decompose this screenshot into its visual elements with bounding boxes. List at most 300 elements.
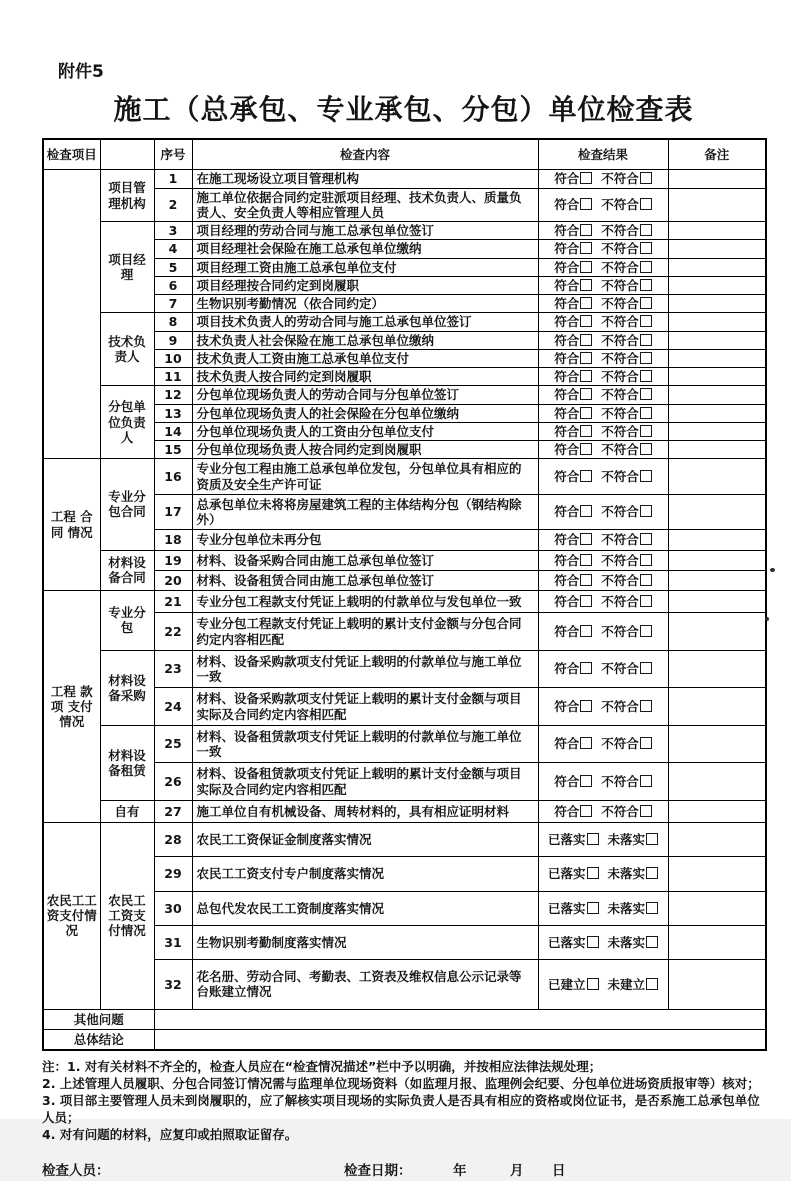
row-remark-cell[interactable] [668, 591, 766, 613]
inspection-table [42, 138, 767, 1051]
row-content-cell: 材料、设备采购款项支付凭证上载明的累计支付金额与项目实际及合同约定内容相匹配 [192, 688, 538, 726]
row-content-cell: 分包单位现场负责人的工资由分包单位支付 [192, 422, 538, 440]
checkbox[interactable] [646, 978, 658, 990]
result-option [601, 171, 652, 186]
checkbox[interactable] [640, 224, 652, 236]
checkbox[interactable] [580, 172, 592, 184]
note-line: 注：1. 对有关材料不齐全的，检查人员应在“检查情况描述”栏中予以明确，并按相应法律法规处理； [42, 1059, 602, 1074]
checkbox[interactable] [640, 700, 652, 712]
table-row [43, 459, 766, 495]
checkbox-label: 不符合 [601, 332, 639, 348]
row-remark-cell[interactable] [668, 349, 766, 367]
row-no-cell: 9 [154, 331, 192, 349]
table-row [43, 170, 766, 188]
checkbox-label: 已落实 [547, 900, 586, 916]
result-option [601, 351, 652, 366]
row-result-cell [538, 591, 668, 613]
checkbox-label: 不符合 [601, 698, 639, 714]
row-remark-cell[interactable] [668, 763, 766, 801]
result-option [601, 387, 652, 402]
checkbox-label: 不符合 [601, 277, 639, 293]
checkbox-label: 不符合 [601, 259, 639, 275]
result-option [608, 866, 659, 881]
row-remark-cell[interactable] [668, 368, 766, 386]
checkbox[interactable] [580, 443, 592, 455]
checkbox[interactable] [580, 352, 592, 364]
row-remark-cell[interactable] [668, 459, 766, 495]
checkbox[interactable] [640, 443, 652, 455]
row-remark-cell[interactable] [668, 891, 766, 925]
result-option [554, 774, 592, 789]
row-result-cell [538, 313, 668, 331]
row-no-cell: 12 [154, 386, 192, 404]
year-label: 年 [453, 1163, 467, 1179]
checkbox[interactable] [640, 297, 652, 309]
section-label-cell: 工程 合同 情况 [43, 459, 100, 591]
checkbox[interactable] [640, 775, 652, 787]
checkbox[interactable] [580, 595, 592, 607]
result-option [554, 241, 592, 256]
section-label-cell: 农民工工资支付情况 [43, 823, 100, 1010]
row-result-cell [538, 404, 668, 422]
row-result-cell [538, 441, 668, 459]
result-option [608, 977, 659, 992]
result-option [554, 532, 592, 547]
checkbox-label: 不符合 [601, 241, 639, 257]
row-result-cell [538, 650, 668, 688]
date-label: 检查日期： [344, 1163, 412, 1179]
row-no-cell: 31 [154, 925, 192, 959]
checkbox[interactable] [646, 833, 658, 845]
row-content-cell: 施工单位自有机械设备、周转材料的，具有相应证明材料 [192, 800, 538, 822]
checkbox[interactable] [580, 425, 592, 437]
row-content-cell: 专业分包工程款支付凭证上载明的付款单位与发包单位一致 [192, 591, 538, 613]
result-option [554, 369, 592, 384]
section-label-cell: 工程 款项 支付 情况 [43, 591, 100, 823]
checkbox[interactable] [580, 242, 592, 254]
checkbox-label: 已建立 [547, 976, 586, 992]
row-remark-cell[interactable] [668, 258, 766, 276]
bottom-value-cell[interactable] [154, 1009, 766, 1029]
result-option [554, 553, 592, 568]
checkbox[interactable] [640, 425, 652, 437]
result-option [601, 406, 652, 421]
checkbox[interactable] [640, 242, 652, 254]
checkbox-label: 不符合 [601, 773, 639, 789]
checkbox-label: 不符合 [601, 296, 639, 311]
result-option [601, 553, 652, 568]
row-no-cell: 17 [154, 494, 192, 530]
checkbox[interactable] [640, 470, 652, 482]
checkbox[interactable] [580, 407, 592, 419]
checkbox-label: 不符合 [601, 468, 639, 484]
checkbox[interactable] [640, 198, 652, 210]
subgroup-label-cell: 技术负责人 [100, 313, 154, 386]
result-option [554, 197, 592, 212]
result-option [554, 442, 592, 457]
row-result-cell [538, 459, 668, 495]
bottom-value-cell[interactable] [154, 1029, 766, 1050]
row-result-cell [538, 891, 668, 925]
row-result-cell [538, 570, 668, 590]
row-result-cell [538, 925, 668, 959]
checkbox[interactable] [580, 625, 592, 637]
subgroup-label-cell: 专业分包 [100, 591, 154, 651]
row-remark-cell[interactable] [668, 494, 766, 530]
checkbox-label: 符合 [554, 296, 580, 311]
checkbox[interactable] [640, 315, 652, 327]
row-content-cell: 农民工工资支付专户制度落实情况 [192, 857, 538, 891]
checkbox[interactable] [640, 352, 652, 364]
row-remark-cell[interactable] [668, 170, 766, 188]
checkbox-label: 符合 [554, 387, 580, 403]
checkbox[interactable] [640, 172, 652, 184]
checkbox[interactable] [580, 370, 592, 382]
checkbox-label: 符合 [554, 405, 580, 421]
signature-line [42, 1159, 765, 1181]
checkbox-label: 不符合 [601, 369, 639, 384]
checkbox-label: 符合 [554, 197, 580, 213]
checkbox[interactable] [580, 224, 592, 236]
checkbox-label: 符合 [554, 504, 580, 520]
result-option [554, 406, 592, 421]
row-remark-cell[interactable] [668, 857, 766, 891]
checkbox[interactable] [580, 261, 592, 273]
row-remark-cell[interactable] [668, 530, 766, 550]
row-remark-cell[interactable] [668, 422, 766, 440]
row-result-cell [538, 258, 668, 276]
row-remark-cell[interactable] [668, 188, 766, 222]
row-remark-cell[interactable] [668, 276, 766, 294]
row-result-cell [538, 823, 668, 857]
row-no-cell: 15 [154, 441, 192, 459]
checkbox[interactable] [640, 407, 652, 419]
checkbox-label: 未落实 [607, 866, 646, 882]
checkbox[interactable] [640, 388, 652, 400]
subgroup-label-cell: 材料设备租赁 [100, 725, 154, 800]
row-result-cell [538, 613, 668, 651]
checkbox-label: 不符合 [601, 405, 639, 421]
result-option [601, 774, 652, 789]
row-content-cell: 技术负责人工资由施工总承包单位支付 [192, 349, 538, 367]
result-option [554, 351, 592, 366]
checkbox[interactable] [640, 595, 652, 607]
row-result-cell [538, 276, 668, 294]
scan-speck [770, 568, 775, 572]
row-no-cell: 11 [154, 368, 192, 386]
checkbox-label: 未落实 [607, 832, 646, 847]
row-result-cell [538, 688, 668, 726]
checkbox[interactable] [640, 334, 652, 346]
row-remark-cell[interactable] [668, 613, 766, 651]
checkbox-label: 不符合 [601, 197, 639, 213]
checkbox-label: 不符合 [601, 623, 639, 639]
row-content-cell: 项目经理的劳动合同与施工总承包单位签订 [192, 222, 538, 240]
result-option [554, 804, 592, 819]
row-result-cell [538, 494, 668, 530]
col-header-remark: 备注 [668, 139, 766, 170]
result-option [601, 241, 652, 256]
checkbox[interactable] [640, 805, 652, 817]
result-option [601, 278, 652, 293]
result-option [554, 469, 592, 484]
checkbox[interactable] [580, 805, 592, 817]
row-remark-cell[interactable] [668, 960, 766, 1010]
result-option [601, 223, 652, 238]
row-remark-cell[interactable] [668, 650, 766, 688]
checkbox[interactable] [580, 574, 592, 586]
checkbox-label: 不符合 [601, 171, 639, 187]
row-no-cell: 7 [154, 295, 192, 313]
row-content-cell: 材料、设备采购合同由施工总承包单位签订 [192, 550, 538, 570]
row-no-cell: 3 [154, 222, 192, 240]
checkbox[interactable] [646, 867, 658, 879]
row-remark-cell[interactable] [668, 550, 766, 570]
row-remark-cell[interactable] [668, 725, 766, 763]
checkbox-label: 符合 [554, 259, 580, 275]
checkbox-label: 不符合 [601, 803, 639, 819]
checkbox[interactable] [646, 902, 658, 914]
row-result-cell [538, 530, 668, 550]
checkbox-label: 符合 [554, 773, 580, 789]
result-option [554, 333, 592, 348]
note-line: 2. 上述管理人员履职、分包合同签订情况需与监理单位现场资料（如监理月报、监理例会纪要、分包单位进场资质报审等）核对； [42, 1076, 760, 1091]
row-content-cell: 专业分包工程款支付凭证上载明的累计支付金额与分包合同约定内容相匹配 [192, 613, 538, 651]
checkbox-label: 不符合 [601, 504, 639, 520]
row-no-cell: 6 [154, 276, 192, 294]
month-label: 月 [510, 1163, 524, 1179]
checkbox-label: 不符合 [601, 661, 639, 677]
result-option [548, 832, 599, 847]
checkbox-label: 符合 [554, 468, 580, 484]
result-option [608, 935, 659, 950]
bottom-label-cell: 其他问题 [43, 1009, 154, 1029]
checkbox[interactable] [640, 533, 652, 545]
checkbox-label: 不符合 [601, 223, 639, 238]
checkbox-label: 已落实 [547, 866, 586, 882]
row-remark-cell[interactable] [668, 222, 766, 240]
row-content-cell: 技术负责人社会保险在施工总承包单位缴纳 [192, 331, 538, 349]
row-result-cell [538, 422, 668, 440]
row-no-cell: 23 [154, 650, 192, 688]
table-header-row [43, 139, 766, 170]
checkbox[interactable] [580, 198, 592, 210]
row-result-cell [538, 857, 668, 891]
checkbox[interactable] [580, 775, 592, 787]
row-no-cell: 10 [154, 349, 192, 367]
checkbox[interactable] [580, 533, 592, 545]
result-option [601, 469, 652, 484]
row-result-cell [538, 386, 668, 404]
checkbox[interactable] [640, 625, 652, 637]
checkbox-label: 不符合 [601, 532, 639, 548]
checkbox[interactable] [640, 261, 652, 273]
row-remark-cell[interactable] [668, 295, 766, 313]
checkbox-label: 不符合 [601, 314, 639, 330]
row-content-cell: 材料、设备租赁款项支付凭证上载明的付款单位与施工单位一致 [192, 725, 538, 763]
checkbox-label: 符合 [554, 661, 580, 677]
attachment-label: 附件5 [58, 62, 104, 82]
row-remark-cell[interactable] [668, 823, 766, 857]
checkbox[interactable] [580, 297, 592, 309]
row-content-cell: 农民工工资保证金制度落实情况 [192, 823, 538, 857]
checkbox[interactable] [580, 279, 592, 291]
bottom-row [43, 1009, 766, 1029]
result-option [601, 699, 652, 714]
checkbox-label: 符合 [554, 332, 580, 348]
col-header-content: 检查内容 [192, 139, 538, 170]
result-option [554, 296, 592, 311]
checkbox-label: 符合 [554, 241, 580, 257]
day-label: 日 [552, 1163, 566, 1179]
checkbox-label: 符合 [554, 314, 580, 330]
checkbox[interactable] [587, 867, 599, 879]
row-content-cell: 项目经理按合同约定到岗履职 [192, 276, 538, 294]
result-option [608, 832, 659, 847]
checkbox[interactable] [640, 370, 652, 382]
checkbox[interactable] [640, 737, 652, 749]
row-remark-cell[interactable] [668, 240, 766, 258]
checkbox-label: 符合 [554, 572, 580, 588]
checkbox[interactable] [580, 470, 592, 482]
result-option [554, 171, 592, 186]
checkbox-label: 符合 [554, 736, 580, 752]
checkbox[interactable] [580, 737, 592, 749]
subgroup-label-cell: 农民工工资支付情况 [100, 823, 154, 1010]
row-remark-cell[interactable] [668, 441, 766, 459]
row-no-cell: 16 [154, 459, 192, 495]
row-remark-cell[interactable] [668, 688, 766, 726]
row-remark-cell[interactable] [668, 313, 766, 331]
row-content-cell: 生物识别考勤制度落实情况 [192, 925, 538, 959]
result-option [554, 387, 592, 402]
row-content-cell: 专业分包单位未再分包 [192, 530, 538, 550]
checkbox-label: 符合 [554, 698, 580, 714]
checkbox-label: 未落实 [607, 934, 646, 950]
checkbox-label: 符合 [554, 277, 580, 293]
row-no-cell: 5 [154, 258, 192, 276]
table-row [43, 650, 766, 688]
result-option [554, 736, 592, 751]
checkbox[interactable] [587, 936, 599, 948]
row-remark-cell[interactable] [668, 800, 766, 822]
row-result-cell [538, 725, 668, 763]
row-no-cell: 21 [154, 591, 192, 613]
result-option [548, 901, 599, 916]
checkbox[interactable] [587, 902, 599, 914]
row-content-cell: 项目技术负责人的劳动合同与施工总承包单位签订 [192, 313, 538, 331]
checkbox[interactable] [640, 574, 652, 586]
checkbox[interactable] [640, 662, 652, 674]
result-option [608, 901, 659, 916]
checkbox[interactable] [646, 936, 658, 948]
checkbox[interactable] [580, 334, 592, 346]
result-option [601, 594, 652, 609]
table-row [43, 591, 766, 613]
result-option [554, 573, 592, 588]
checkbox-label: 符合 [554, 442, 580, 457]
subgroup-label-cell: 材料设备采购 [100, 650, 154, 725]
checkbox[interactable] [640, 279, 652, 291]
checkbox-label: 符合 [554, 532, 580, 548]
result-option [601, 736, 652, 751]
result-option [554, 424, 592, 439]
row-no-cell: 18 [154, 530, 192, 550]
row-remark-cell[interactable] [668, 331, 766, 349]
row-remark-cell[interactable] [668, 570, 766, 590]
checkbox[interactable] [580, 662, 592, 674]
document-title: 施工（总承包、专业承包、分包）单位检查表 [113, 95, 694, 126]
result-option [601, 296, 652, 311]
row-remark-cell[interactable] [668, 925, 766, 959]
row-content-cell: 项目经理工资由施工总承包单位支付 [192, 258, 538, 276]
row-result-cell [538, 240, 668, 258]
row-no-cell: 22 [154, 613, 192, 651]
row-remark-cell[interactable] [668, 404, 766, 422]
subgroup-label-cell: 项目管理机构 [100, 170, 154, 222]
checkbox[interactable] [640, 505, 652, 517]
checkbox-label: 符合 [554, 594, 580, 609]
checkbox-label: 符合 [554, 223, 580, 238]
row-no-cell: 2 [154, 188, 192, 222]
col-header-no: 序号 [154, 139, 192, 170]
col-header-sub [100, 139, 154, 170]
checkbox-label: 符合 [554, 171, 580, 187]
result-option [554, 504, 592, 519]
result-option [601, 333, 652, 348]
table-row [43, 823, 766, 857]
checkbox-label: 未建立 [607, 976, 646, 992]
checkbox[interactable] [580, 315, 592, 327]
table-row [43, 800, 766, 822]
checkbox[interactable] [580, 388, 592, 400]
bottom-label-cell: 总体结论 [43, 1029, 154, 1050]
row-result-cell [538, 331, 668, 349]
row-no-cell: 19 [154, 550, 192, 570]
row-content-cell: 专业分包工程由施工总承包单位发包，分包单位具有相应的资质及安全生产许可证 [192, 459, 538, 495]
checkbox[interactable] [580, 700, 592, 712]
table-row [43, 550, 766, 570]
row-content-cell: 总包代发农民工工资制度落实情况 [192, 891, 538, 925]
row-no-cell: 30 [154, 891, 192, 925]
checkbox[interactable] [580, 505, 592, 517]
row-no-cell: 8 [154, 313, 192, 331]
checkbox[interactable] [640, 554, 652, 566]
checkbox-label: 不符合 [601, 350, 639, 366]
checkbox[interactable] [580, 554, 592, 566]
bottom-row [43, 1029, 766, 1050]
checkbox[interactable] [587, 833, 599, 845]
row-no-cell: 29 [154, 857, 192, 891]
row-no-cell: 32 [154, 960, 192, 1010]
checkbox-label: 符合 [554, 350, 580, 366]
subgroup-label-cell: 自有 [100, 800, 154, 822]
checkbox[interactable] [587, 978, 599, 990]
checkbox-label: 不符合 [601, 442, 639, 457]
checkbox-label: 不符合 [601, 423, 639, 439]
subgroup-label-cell: 专业分包合同 [100, 459, 154, 550]
row-content-cell: 在施工现场设立项目管理机构 [192, 170, 538, 188]
row-remark-cell[interactable] [668, 386, 766, 404]
result-option [548, 977, 599, 992]
row-no-cell: 1 [154, 170, 192, 188]
checkbox-label: 不符合 [601, 736, 639, 752]
result-option [601, 197, 652, 212]
row-result-cell [538, 550, 668, 570]
row-result-cell [538, 960, 668, 1010]
row-content-cell: 分包单位现场负责人的社会保险在分包单位缴纳 [192, 404, 538, 422]
checkbox-label: 已落实 [547, 934, 586, 950]
